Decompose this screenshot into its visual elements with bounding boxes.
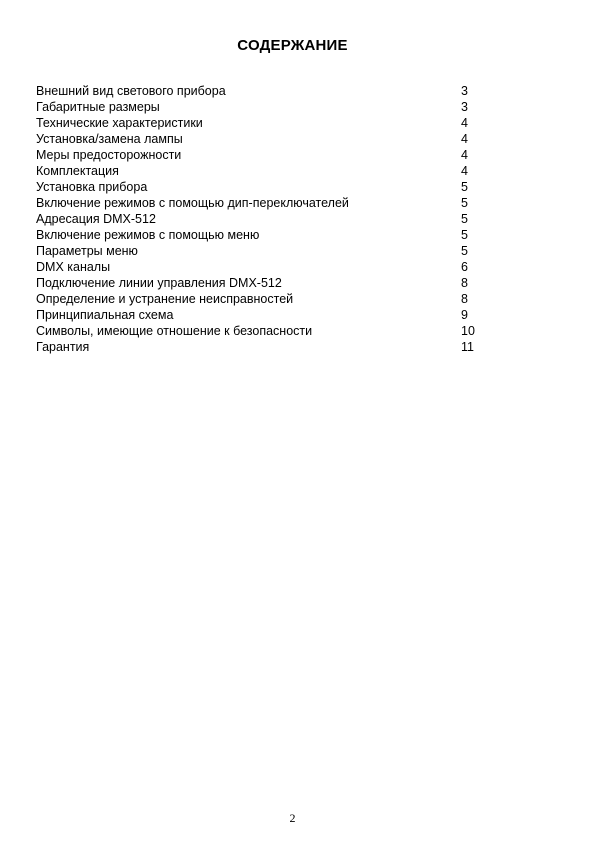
toc-entry [36,243,496,259]
toc-entry [36,211,496,227]
toc-entry-label: Установка прибора [36,180,148,194]
toc-entry [36,115,496,131]
toc-entry-label: Принципиальная схема [36,308,174,322]
toc-entry-page: 5 [461,244,468,258]
toc-entry-label: Комплектация [36,164,119,178]
toc-entry [36,179,496,195]
toc-entry-label: Параметры меню [36,244,138,258]
toc-entry-page: 5 [461,180,468,194]
toc-entry [36,259,496,275]
toc-entry-label: DMX каналы [36,260,111,274]
toc-entry [36,275,496,291]
toc-entry [36,147,496,163]
page-number: 2 [289,811,296,825]
toc-entry [36,227,496,243]
table-of-contents [36,83,496,355]
toc-entry-page: 9 [461,308,468,322]
toc-entry-label: Внешний вид светового прибора [36,84,226,98]
toc-entry [36,99,496,115]
toc-entry [36,339,496,355]
toc-entry [36,83,496,99]
toc-entry-label: Подключение линии управления DMX-512 [36,276,282,290]
toc-entry-page: 8 [461,276,468,290]
toc-entry-label: Включение режимов с помощью дип-переключателей [36,196,349,210]
toc-entry-page: 4 [461,164,468,178]
toc-entry [36,291,496,307]
toc-entry-label: Установка/замена лампы [36,132,183,146]
toc-entry-label: Определение и устранение неисправностей [36,292,294,306]
toc-entry-page: 4 [461,116,468,130]
toc-entry-page: 3 [461,84,468,98]
toc-entry-page: 4 [461,148,468,162]
toc-entry-page: 5 [461,196,468,210]
toc-entry-page: 3 [461,100,468,114]
toc-entry-label: Символы, имеющие отношение к безопасности [36,324,313,338]
toc-entry-label: Технические характеристики [36,116,203,130]
toc-entry [36,131,496,147]
toc-entry [36,323,496,339]
toc-entry-page: 5 [461,212,468,226]
toc-entry-label: Меры предосторожности [36,148,182,162]
toc-entry [36,307,496,323]
toc-entry-page: 6 [461,260,468,274]
toc-entry-page: 11 [461,340,474,354]
toc-entry-label: Гарантия [36,340,90,354]
toc-entry-page: 8 [461,292,468,306]
toc-entry-page: 10 [461,324,475,338]
toc-entry [36,163,496,179]
toc-entry-label: Габаритные размеры [36,100,160,114]
toc-entry-label: Включение режимов с помощью меню [36,228,260,242]
page-title: СОДЕРЖАНИЕ [237,37,348,54]
toc-entry [36,195,496,211]
toc-entry-label: Адресация DMX-512 [36,212,156,226]
toc-entry-page: 4 [461,132,468,146]
toc-entry-page: 5 [461,228,468,242]
